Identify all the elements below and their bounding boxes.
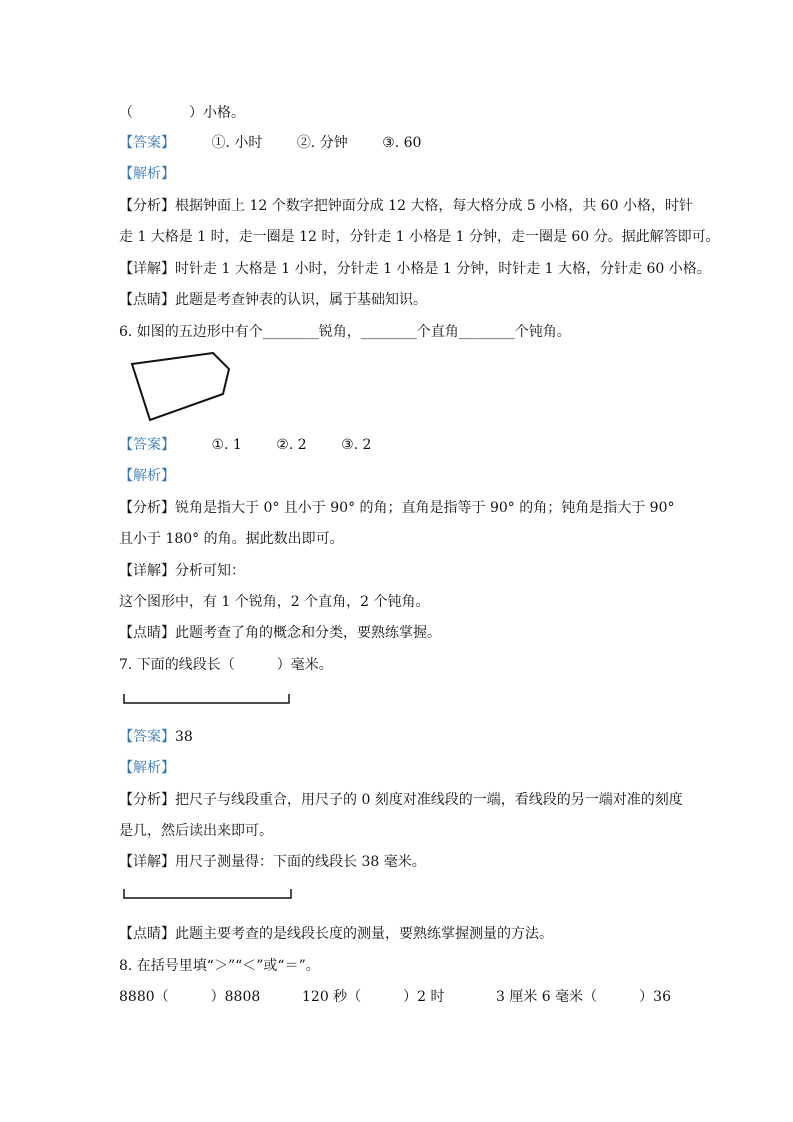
answer-2: ②. 2 (276, 437, 307, 453)
q5-fenxi-1 (119, 196, 693, 216)
q7-fenxi-2: 是几，然后读出来即可。 (119, 823, 273, 839)
line-segment (124, 694, 289, 703)
xiangjie-label: 【详解】 (119, 563, 175, 579)
line-segment-figure-2 (121, 887, 295, 901)
q6-answer-line (119, 435, 371, 455)
q8-item-1: 8880（ ）8808 (119, 989, 261, 1005)
q7-fenxi-1 (119, 790, 683, 810)
fenxi-text: 把尺子与线段重合，用尺子的 0 刻度对准线段的一端，看线段的另一端对准的刻度 (175, 792, 683, 808)
answer-label: 【答案】 (119, 437, 175, 453)
pentagon-shape (132, 353, 229, 420)
dianjing-text: 此题主要考查的是线段长度的测量，要熟练掌握测量的方法。 (175, 926, 553, 942)
pentagon-figure (126, 352, 236, 424)
answer-label: 【答案】 (119, 729, 175, 745)
xiangjie-label: 【详解】 (119, 261, 175, 277)
q6-dianjing (119, 623, 441, 643)
q7-answer-line (119, 727, 193, 747)
xiangjie-label: 【详解】 (119, 854, 175, 870)
line-segment (124, 889, 291, 898)
jiexi-label: 【解析】 (119, 468, 175, 484)
answer-1: ①. 小时 (211, 135, 263, 151)
q7-question: 7. 下面的线段长（ ）毫米。 (119, 657, 333, 673)
q7-xiangjie (119, 852, 426, 872)
q6-fenxi-1 (119, 498, 675, 518)
line-segment-figure (121, 692, 293, 706)
q8-question: 8. 在括号里填“＞”“＜”或“＝”。 (119, 958, 320, 974)
xiangjie-text: 分析可知： (175, 563, 245, 579)
q5-dianjing (119, 290, 427, 310)
answer-3: ③. 2 (341, 437, 372, 453)
q6-xiangjie (119, 561, 245, 581)
q6-xiangjie-2: 这个图形中，有 1 个锐角，2 个直角，2 个钝角。 (119, 594, 430, 610)
dianjing-text: 此题考查了角的概念和分类，要熟练掌握。 (175, 625, 441, 641)
fenxi-label: 【分析】 (119, 500, 175, 516)
dianjing-label: 【点睛】 (119, 292, 175, 308)
fenxi-text: 锐角是指大于 0° 且小于 90° 的角；直角是指等于 90° 的角；钝角是指大于 90° (175, 500, 675, 516)
q5-xiangjie (119, 259, 711, 279)
q7-dianjing (119, 924, 553, 944)
q5-tail: （ ）小格。 (119, 105, 245, 121)
fenxi-label: 【分析】 (119, 792, 175, 808)
answer-1: ①. 1 (211, 437, 242, 453)
jiexi-label: 【解析】 (119, 760, 175, 776)
q5-fenxi-2: 走 1 大格是 1 时，走一圈是 12 时，分针走 1 小格是 1 分钟，走一圈是 60 分。据此解答即可。 (119, 229, 720, 245)
xiangjie-text: 用尺子测量得：下面的线段长 38 毫米。 (175, 854, 426, 870)
jiexi-label: 【解析】 (119, 166, 175, 182)
fenxi-label: 【分析】 (119, 198, 175, 214)
answer-value: 38 (175, 729, 193, 745)
fenxi-text: 根据钟面上 12 个数字把钟面分成 12 大格，每大格分成 5 小格，共 60 小格，时针 (175, 198, 693, 214)
q5-answer-line (119, 133, 421, 153)
q6-fenxi-2: 且小于 180° 的角。据此数出即可。 (119, 531, 344, 547)
answer-2: ②. 分钟 (296, 135, 348, 151)
answer-label: 【答案】 (119, 135, 175, 151)
xiangjie-text: 时针走 1 大格是 1 小时，分针走 1 小格是 1 分钟，时针走 1 大格，分针走 60 小格。 (175, 261, 711, 277)
dianjing-label: 【点睛】 (119, 926, 175, 942)
q8-item-2: 120 秒（ ）2 时 (302, 989, 445, 1005)
q8-item-3: 3 厘米 6 毫米（ ）36 (496, 989, 671, 1005)
q6-question: 6. 如图的五边形中有个________锐角，________个直角________个钝角。 (119, 324, 571, 340)
answer-3: ③. 60 (382, 135, 422, 151)
dianjing-text: 此题是考查钟表的认识，属于基础知识。 (175, 292, 427, 308)
dianjing-label: 【点睛】 (119, 625, 175, 641)
